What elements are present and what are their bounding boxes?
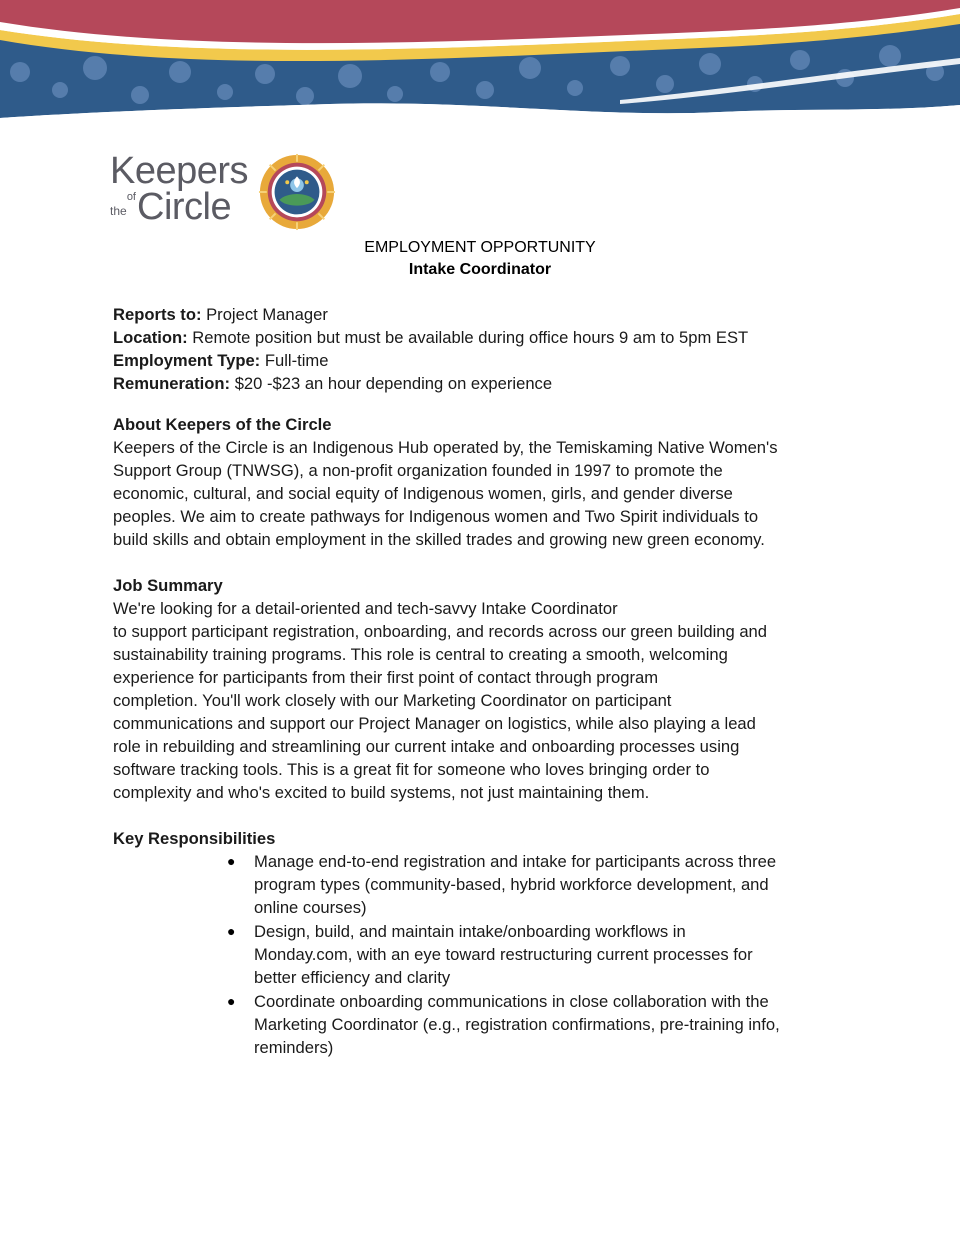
responsibilities-section: [113, 827, 853, 1059]
heading-employment-opportunity: EMPLOYMENT OPPORTUNITY: [364, 239, 596, 256]
logo-text-of: of: [126, 191, 136, 203]
detail-label: Employment Type:: [113, 351, 261, 370]
job-summary-section: [113, 574, 853, 804]
detail-value: Project Manager: [201, 305, 328, 324]
logo-text-the: the: [110, 204, 127, 218]
responsibilities-heading: Key Responsibilities: [113, 829, 276, 848]
list-item: [227, 920, 853, 989]
paragraph-line: economic, cultural, and social equity of Indigenous women, girls, and gender diverse: [113, 484, 733, 503]
paragraph-line: software tracking tools. This is a great fit for someone who loves bringing order to: [113, 760, 710, 779]
paragraph-line: peoples. We aim to create pathways for Indigenous women and Two Spirit individuals to: [113, 507, 759, 526]
list-item-line: program types (community-based, hybrid workforce development, and: [254, 875, 769, 894]
about-section: [113, 413, 853, 551]
heading-position-title: Intake Coordinator: [408, 261, 552, 278]
about-heading: About Keepers of the Circle: [113, 415, 332, 434]
paragraph-line: Support Group (TNWSG), a non-profit organization founded in 1997 to promote the: [113, 461, 723, 480]
list-item-line: Marketing Coordinator (e.g., registration confirmations, pre-training info,: [254, 1015, 780, 1034]
paragraph-line: completion. You'll work closely with our Marketing Coordinator on participant: [113, 691, 672, 710]
paragraph-line: complexity and who's excited to build systems, not just maintaining them.: [113, 783, 650, 802]
paragraph-line: role in rebuilding and streamlining our current intake and onboarding processes using: [113, 737, 740, 756]
list-item-line: Coordinate onboarding communications in close collaboration with the: [254, 992, 769, 1011]
detail-value: $20 -$23 an hour depending on experience: [230, 374, 553, 393]
detail-value: Remote position but must be available during office hours 9 am to 5pm EST: [187, 328, 749, 347]
detail-value: Full-time: [260, 351, 329, 370]
paragraph-line: build skills and obtain employment in the skilled trades and growing new green economy.: [113, 530, 765, 549]
logo-text-circle: Circle: [137, 186, 232, 228]
organization-logo: [110, 150, 335, 232]
detail-label: Reports to:: [113, 305, 202, 324]
job-summary-heading: Job Summary: [113, 576, 223, 595]
list-item-line: Monday.com, with an eye toward restructuring current processes for: [254, 945, 753, 964]
list-item: [227, 990, 853, 1059]
responsibilities-list: [113, 850, 853, 1059]
bullet-icon: ●: [227, 923, 236, 939]
list-item-line: online courses): [254, 898, 367, 917]
list-item-line: better efficiency and clarity: [254, 968, 451, 987]
paragraph-line: sustainability training programs. This role is central to creating a smooth, welcoming: [113, 645, 728, 664]
paragraph-line: experience for participants from their first point of contact through program: [113, 668, 659, 687]
list-item-line: reminders): [254, 1038, 334, 1057]
paragraph-line: Keepers of the Circle is an Indigenous Hub operated by, the Temiskaming Native Women's: [113, 438, 778, 457]
detail-label: Remuneration:: [113, 374, 231, 393]
document-body: [113, 303, 853, 1060]
circle-seal-icon: [258, 153, 336, 231]
list-item-line: Design, build, and maintain intake/onboarding workflows in: [254, 922, 686, 941]
paragraph-line: We're looking for a detail-oriented and tech-savvy Intake Coordinator: [113, 599, 618, 618]
detail-row: [113, 349, 853, 372]
job-details: [113, 303, 853, 395]
paragraph-line: to support participant registration, onboarding, and records across our green building and: [113, 622, 768, 641]
list-item: [227, 850, 853, 919]
bullet-icon: ●: [227, 993, 236, 1009]
detail-row: [113, 372, 853, 395]
header-banner: [0, 0, 960, 130]
paragraph-line: communications and support our Project Manager on logistics, while also playing a lead: [113, 714, 756, 733]
detail-label: Location:: [113, 328, 188, 347]
logo-text-keepers: Keepers: [110, 150, 249, 192]
list-item-line: Manage end-to-end registration and intake for participants across three: [254, 852, 777, 871]
logo-wordmark: [110, 150, 260, 232]
detail-row: [113, 326, 853, 349]
detail-row: [113, 303, 853, 326]
bullet-icon: ●: [227, 853, 236, 869]
document-heading: [0, 237, 960, 281]
